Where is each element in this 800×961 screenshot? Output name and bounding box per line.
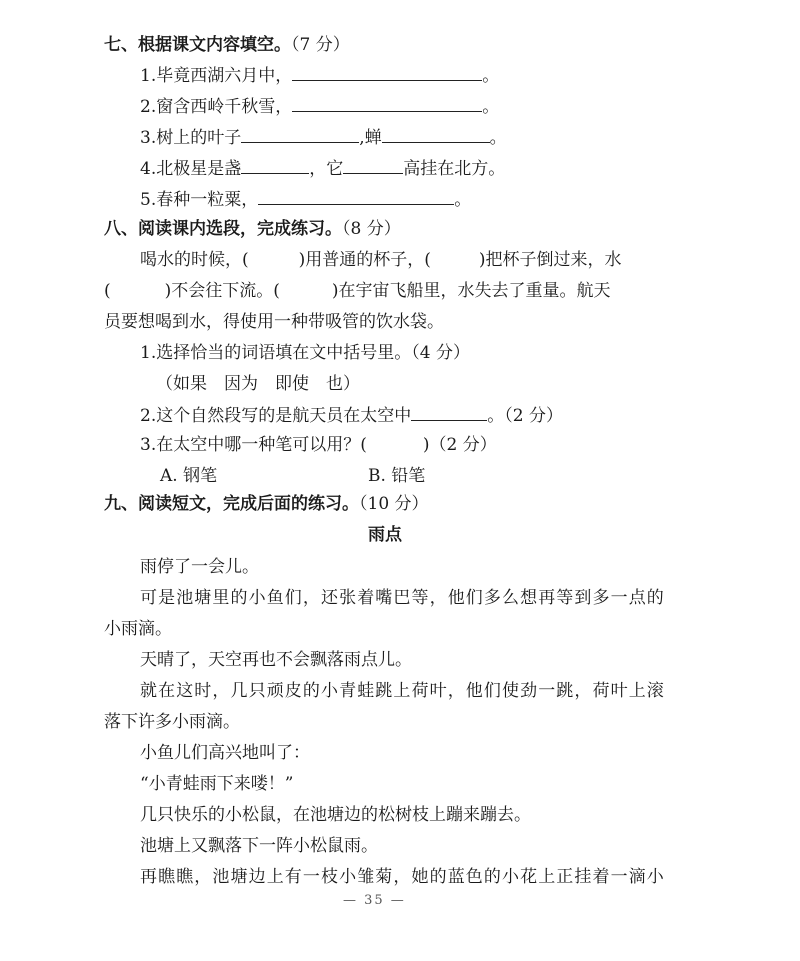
passage-text: (: [104, 281, 111, 301]
q8-2: [140, 404, 563, 427]
q7-4-blank-2[interactable]: [343, 157, 403, 174]
q7-4-end: 高挂在北方。: [403, 159, 506, 179]
q8-3: [140, 434, 497, 456]
passage-text: )不会往下流。(: [164, 281, 280, 301]
option-a-label: A. 钢笔: [160, 466, 218, 486]
story-line: 可是池塘里的小鱼们，还张着嘴巴等，他们多么想再等到多一点的: [140, 588, 665, 608]
story-line: 再瞧瞧，池塘边上有一枝小雏菊，她的蓝色的小花上正挂着一滴小: [140, 867, 665, 887]
q7-1-text: 1.毕竟西湖六月中，: [140, 66, 293, 86]
q7-2-blank[interactable]: [292, 95, 482, 112]
q7-3-text: 3.树上的叶子: [140, 128, 242, 148]
story-title: 雨点: [368, 525, 402, 545]
option-a[interactable]: [160, 465, 217, 487]
q7-5: [140, 188, 471, 211]
q8-3-text: 3.在太空中哪一种笔可以用？(: [140, 435, 367, 455]
story-line: 池塘上又飘落下一阵小松鼠雨。: [140, 836, 378, 856]
section-7-title: 七、根据课文内容填空。: [104, 35, 291, 55]
section-8-points: （8 分）: [342, 219, 401, 239]
passage-text: )用普通的杯子，(: [298, 250, 431, 270]
q7-4-blank-1[interactable]: [241, 157, 309, 174]
q7-4: [140, 157, 505, 180]
passage-text: 喝水的时候，(: [140, 250, 249, 270]
section-9-points: （10 分）: [359, 494, 429, 514]
q7-4-text: 4.北极星是盏: [140, 159, 242, 179]
q8-3-points: )（2 分）: [422, 435, 497, 455]
option-b-label: B. 铅笔: [368, 466, 426, 486]
page-number: — 35 —: [343, 893, 406, 908]
section-7-points: （7 分）: [291, 35, 350, 55]
story-line: 雨停了一会儿。: [140, 557, 259, 577]
section-8-heading: [104, 218, 401, 240]
section-7-heading: [104, 34, 350, 56]
q7-1-period: 。: [482, 66, 500, 86]
q7-2-period: 。: [482, 97, 500, 117]
word-options: （如果 因为 即使 也）: [156, 374, 360, 394]
q8-1: [140, 342, 470, 364]
passage-text: )把杯子倒过来，水: [478, 250, 622, 270]
section-9-title: 九、阅读短文，完成后面的练习。: [104, 494, 359, 514]
q7-1-blank[interactable]: [292, 64, 482, 81]
q7-5-period: 。: [454, 190, 472, 210]
q7-4-mid: ，它: [309, 159, 344, 179]
passage-text: )在宇宙飞船里，水失去了重量。航天: [331, 281, 611, 301]
q7-5-blank[interactable]: [258, 188, 454, 205]
q8-1-text: 1.选择恰当的词语填在文中括号里。（4 分）: [140, 343, 470, 363]
section-8-title: 八、阅读课内选段，完成练习。: [104, 219, 342, 239]
section-9-heading: [104, 493, 429, 515]
story-line: 就在这时，几只顽皮的小青蛙跳上荷叶，他们使劲一跳，荷叶上滚: [140, 681, 665, 701]
q7-2: [140, 95, 499, 118]
story-line: “小青蛙雨下来喽！”: [140, 774, 294, 794]
q8-2-points: 。（2 分）: [487, 406, 563, 426]
story-line: 落下许多小雨滴。: [104, 712, 240, 732]
passage-line-1: [140, 249, 622, 271]
story-line: 几只快乐的小松鼠，在池塘边的松树枝上蹦来蹦去。: [140, 805, 531, 825]
q7-3-blank-1[interactable]: [241, 126, 359, 143]
q7-3-period: 。: [489, 128, 507, 148]
passage-text: 员要想喝到水，得使用一种带吸管的饮水袋。: [104, 312, 444, 332]
q8-2-text: 2.这个自然段写的是航天员在太空中: [140, 406, 412, 426]
q7-3: [140, 126, 507, 149]
q8-1-options: [156, 373, 360, 395]
q7-1: [140, 64, 499, 87]
option-b[interactable]: [368, 465, 425, 487]
passage-line-3: [104, 311, 444, 333]
q8-2-blank[interactable]: [411, 404, 487, 421]
q7-3-blank-2[interactable]: [382, 126, 490, 143]
q7-2-text: 2.窗含西岭千秋雪，: [140, 97, 293, 117]
passage-line-2: [104, 280, 611, 302]
story-line: 小雨滴。: [104, 619, 172, 639]
q7-5-text: 5.春种一粒粟，: [140, 190, 259, 210]
story-line: 天晴了，天空再也不会飘落雨点儿。: [140, 650, 412, 670]
q7-3-mid: ,蝉: [359, 128, 382, 148]
story-line: 小鱼儿们高兴地叫了：: [140, 743, 310, 763]
